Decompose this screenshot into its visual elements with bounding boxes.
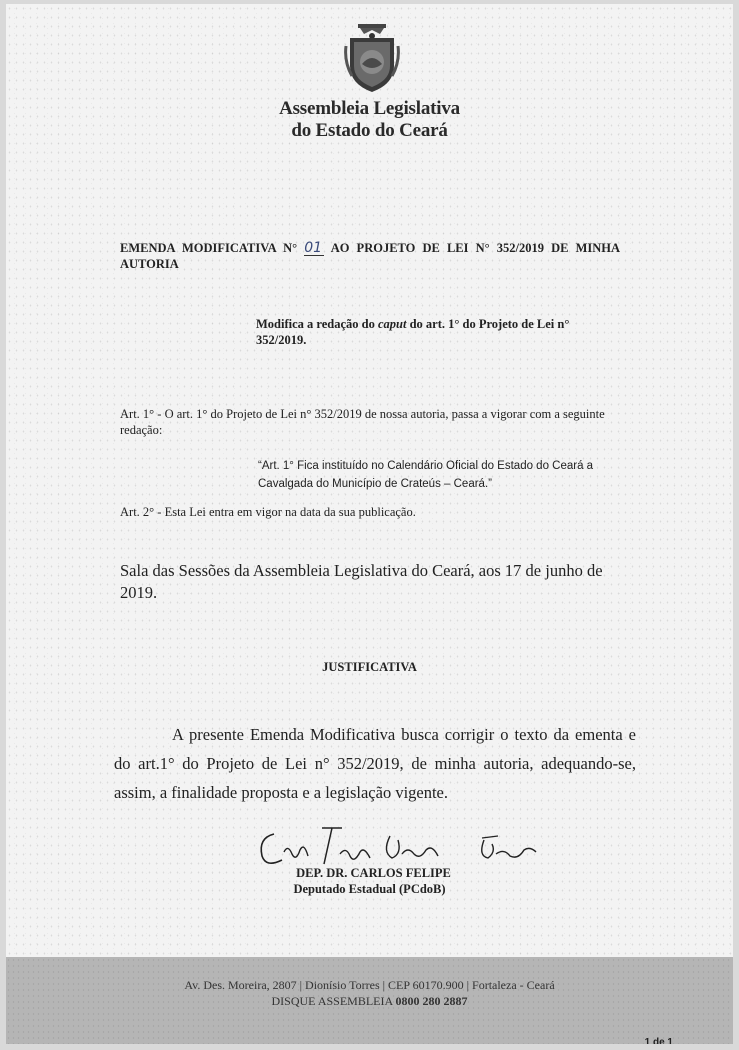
amendment-summary [256,316,618,348]
summary-suffix: do art. 1° do Projeto de Lei n° 352/2019. [256,317,570,347]
document-page [6,4,733,1044]
summary-italic: caput [377,317,407,331]
footer-address: Av. Des. Moreira, 2807 | Dionísio Torres | CEP 60170.900 | Fortaleza - Ceará [184,978,555,992]
amendment-number: 01 [304,242,324,256]
article-1-text: Art. 1° - O art. 1° do Projeto de Lei n° 352/2019 de nossa autoria, passa a vigorar com a seguinte redação: [120,407,605,437]
organization-name-line-2: do Estado do Ceará [291,120,448,141]
page-indicator: 1 de 1 [644,1037,673,1044]
article-quote-text: “Art. 1° Fica instituído no Calendário Oficial do Estado do Ceará a Cavalgada do Município de Crateús – Ceará.” [258,460,594,490]
amendment-title-prefix: EMENDA MODIFICATIVA N° [120,241,298,255]
summary-prefix: Modifica a redação do [256,317,375,331]
phone-label: DISQUE ASSEMBLEIA [271,994,393,1008]
signer-role: Deputado Estadual (PCdoB) [293,882,446,896]
amendment-title-suffix: AO PROJETO DE LEI N° 352/2019 DE MINHA AUTORIA [120,241,621,271]
state-coat-of-arms-icon [344,22,400,94]
signer-name: DEP. DR. CARLOS FELIPE [296,866,451,880]
footer-band [6,957,733,1044]
organization-name-line-1: Assembleia Legislativa [279,98,460,119]
footer-phone [6,994,733,1009]
justification-text: A presente Emenda Modificativa busca corrigir o texto da ementa e do art.1° do Projeto de Lei n° 352/2019, de minha autoria, adequando-se, assim, a finalidade proposta e a legislação vigente. [114,725,636,802]
amendment-title [120,240,620,272]
closing-statement: Sala das Sessões da Assembleia Legislativa do Ceará, aos 17 de junho de 2019. [120,561,603,602]
justification-title: JUSTIFICATIVA [322,660,417,674]
phone-number: 0800 280 2887 [395,994,468,1008]
article-2-text: Art. 2° - Esta Lei entra em vigor na data da sua publicação. [120,505,416,519]
